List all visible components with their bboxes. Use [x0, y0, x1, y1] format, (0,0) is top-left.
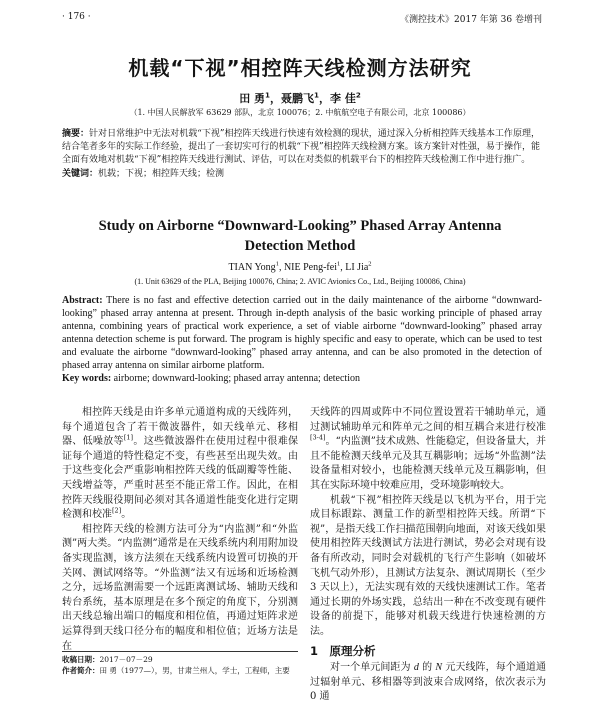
body-paragraph — [62, 406, 298, 523]
author-name-cn: 聂鹏飞 — [281, 92, 315, 105]
body-paragraph — [310, 661, 546, 705]
footnote-received-date: 2017－07－29 — [99, 655, 153, 664]
abstract-en-text: There is no fast and effective detection carried out in the daily maintenance of the airborne “downward-looking” phased array antenna at present. Through in-depth analysis of the basic working principle of phased array antenna, combining years of practical work experience, a set of viable airborne “downward-looking” phased array antenna detection scheme is put forward. The program is highly specific and easy to operate, which can be used to test and evaluate the airborne “downward-looking” phased array antenna, and can be also promoted in the detection of phased array antenna on similar airborne platform. — [62, 295, 542, 371]
footnote-received — [62, 654, 298, 665]
keywords-cn-text: 机载；下视；相控阵天线；检测 — [98, 168, 225, 179]
affiliation-mark: 1 — [336, 260, 341, 268]
math-variable: N — [435, 662, 443, 674]
affiliation-mark: 1 — [265, 90, 271, 100]
affiliation-mark: 2 — [355, 90, 361, 100]
keywords-cn-label: 关键词： — [62, 168, 99, 179]
body-paragraph-continued — [310, 406, 546, 494]
keywords-cn-paragraph — [62, 168, 540, 181]
body-left-column — [62, 406, 299, 652]
affiliation-mark: 1 — [275, 260, 279, 268]
paper-title-en — [60, 216, 540, 256]
body-text: 的 — [418, 662, 436, 674]
footnote-author-bio — [62, 665, 298, 676]
keywords-en-paragraph — [62, 372, 542, 385]
author-separator: , — [278, 262, 284, 273]
body-text: 相控阵天线是由许多单元通道构成的天线阵列，每个通道包含了若干微波器件，如天线单元、移相器、低噪放等 — [62, 407, 298, 448]
author-list-cn — [0, 90, 600, 106]
abstract-cn — [62, 128, 540, 181]
keywords-en-label: Key words: — [62, 373, 112, 384]
section-heading: 1 原理分析 — [310, 643, 376, 658]
math-variable: d — [413, 662, 419, 674]
abstract-en — [62, 294, 542, 385]
footnote-rule — [62, 651, 298, 652]
citation-mark: [3-4] — [310, 433, 326, 442]
author-name-en: NIE Peng-fei — [283, 262, 337, 273]
body-text: 元天线阵，每个通道通过辐射单元、移相器等到波束合成网络，依次表示为 0 通 — [310, 662, 546, 703]
author-separator: , — [340, 262, 346, 273]
author-name-cn: 田 勇 — [239, 92, 266, 105]
body-paragraph: 机载“下视”相控阵天线是以飞机为平台，用于完成目标跟踪、测量工作的新型相控阵天线。所谓“下视”，是指天线工作扫描范围朝向地面，对该天线如果使用相控阵天线测试方法进行测试，势必会对现有设备有所改动，同时会对载机的飞行产生影响（如破坏飞机气动外形），且测试方法复杂、测试周期长（至少 3 天以上），无法实现有效的天线快速测试工作。笔者通过长期的外场实践，总结出一种在不改变现有硬件设备的前提下，能够对机载天线进行快速检测的方法。 — [310, 494, 546, 637]
affiliation-mark: 1 — [314, 90, 319, 100]
body-paragraph: 相控阵天线的检测方法可分为“内监测”和“外监测”两大类。“内监测”通常是在天线系统内利用附加设备实现监测，该方法须在天线系统内设置可切换的开关网、测试网络等。“外监测”法又有远场和近场检测之分，远场监测需要一个远距离测试场、辅助天线和转台系统，基本原理是在多个预定的角度下，分别测出天线总输出端口的幅度和相位值，再通过矩阵求逆运算得到天线口径分布的幅度和相位值；近场方法是在 — [62, 523, 298, 652]
footnote-author-label: 作者简介： — [62, 666, 100, 675]
body-text: 对一个单元间距为 — [330, 662, 414, 674]
abstract-cn-text: 针对日常维护中无法对机载“下视”相控阵天线进行快速有效检测的现状，通过深入分析相控阵天线基本工作原理，结合笔者多年的实际工作经验，提出了一套切实可行的机载“下视”相控阵天线检测方案。该方案针对性强，易于操作，能全面有效地对机载“下视”相控阵天线进行测试、评估，可以在对类似的机载平台下的相控阵天线检测工作中进行推广。 — [62, 129, 540, 166]
abstract-cn-label: 摘要： — [62, 129, 90, 139]
author-separator: ， — [318, 92, 330, 105]
paper-title-en-line: Study on Airborne “Downward-Looking” Phased Array Antenna — [98, 218, 502, 234]
body-text: 天线阵的四周或阵中不同位置设置若干辅助单元，通过测试辅助单元和阵单元之间的相互耦合来进行校准 — [310, 407, 546, 433]
affiliation-cn: （1. 中国人民解放军 63629 部队，北京 100076；2. 中航航空电子有限公司，北京 100086） — [129, 108, 471, 117]
footnote-author-text: 田 勇（1977—），男，甘肃兰州人，学士，工程师，主要 — [99, 666, 290, 675]
author-name-cn: 李 佳 — [329, 92, 356, 105]
affiliation-en: (1. Unit 63629 of the PLA, Beijing 100076, China; 2. AVIC Avionics Co., Ltd., Beijing 100086, China) — [134, 277, 466, 286]
keywords-en-text: airborne; downward-looking; phased array antenna; detection — [113, 373, 360, 384]
author-name-en: TIAN Yong — [228, 262, 276, 273]
abstract-cn-paragraph — [62, 128, 540, 168]
body-right-column — [310, 406, 546, 703]
citation-mark: [1] — [123, 433, 134, 442]
footnote-received-label: 收稿日期： — [62, 655, 100, 664]
author-separator: ， — [270, 92, 282, 105]
body-text: 。 — [121, 509, 132, 521]
author-list-en — [0, 262, 600, 273]
page-number: · 176 · — [62, 12, 91, 22]
body-text: 。这些微波器件在使用过程中很难保证每个通道的特性稳定不变，有些甚至出现失效。由于这些变化会严重影响相控阵天线的低副瓣等性能、天线增益等，严重时甚至不能正常工作。因此，在相控阵天线服役期间必须对其各通道性能变化进行定期检测和校准 — [62, 436, 299, 521]
body-text: 。“内监测”技术成熟、性能稳定，但设备量大，并且不能检测天线单元及其互耦影响；远场“外监测”法设备量相对较小，也能检测天线单元及互耦影响，但其在实际环境中较难应用，受环境影响较大。 — [310, 436, 546, 491]
paper-title-cn: 机载“下视”相控阵天线检测方法研究 — [128, 56, 472, 80]
citation-mark: [2] — [112, 506, 122, 515]
affiliation-mark: 2 — [368, 260, 372, 268]
paper-title-en-line: Detection Method — [244, 238, 356, 254]
author-name-en: LI Jia — [345, 262, 369, 273]
abstract-en-paragraph — [62, 294, 542, 372]
journal-running-head: 《测控技术》2017 年第 36 卷增刊 — [400, 15, 542, 25]
abstract-en-label: Abstract: — [62, 295, 103, 306]
